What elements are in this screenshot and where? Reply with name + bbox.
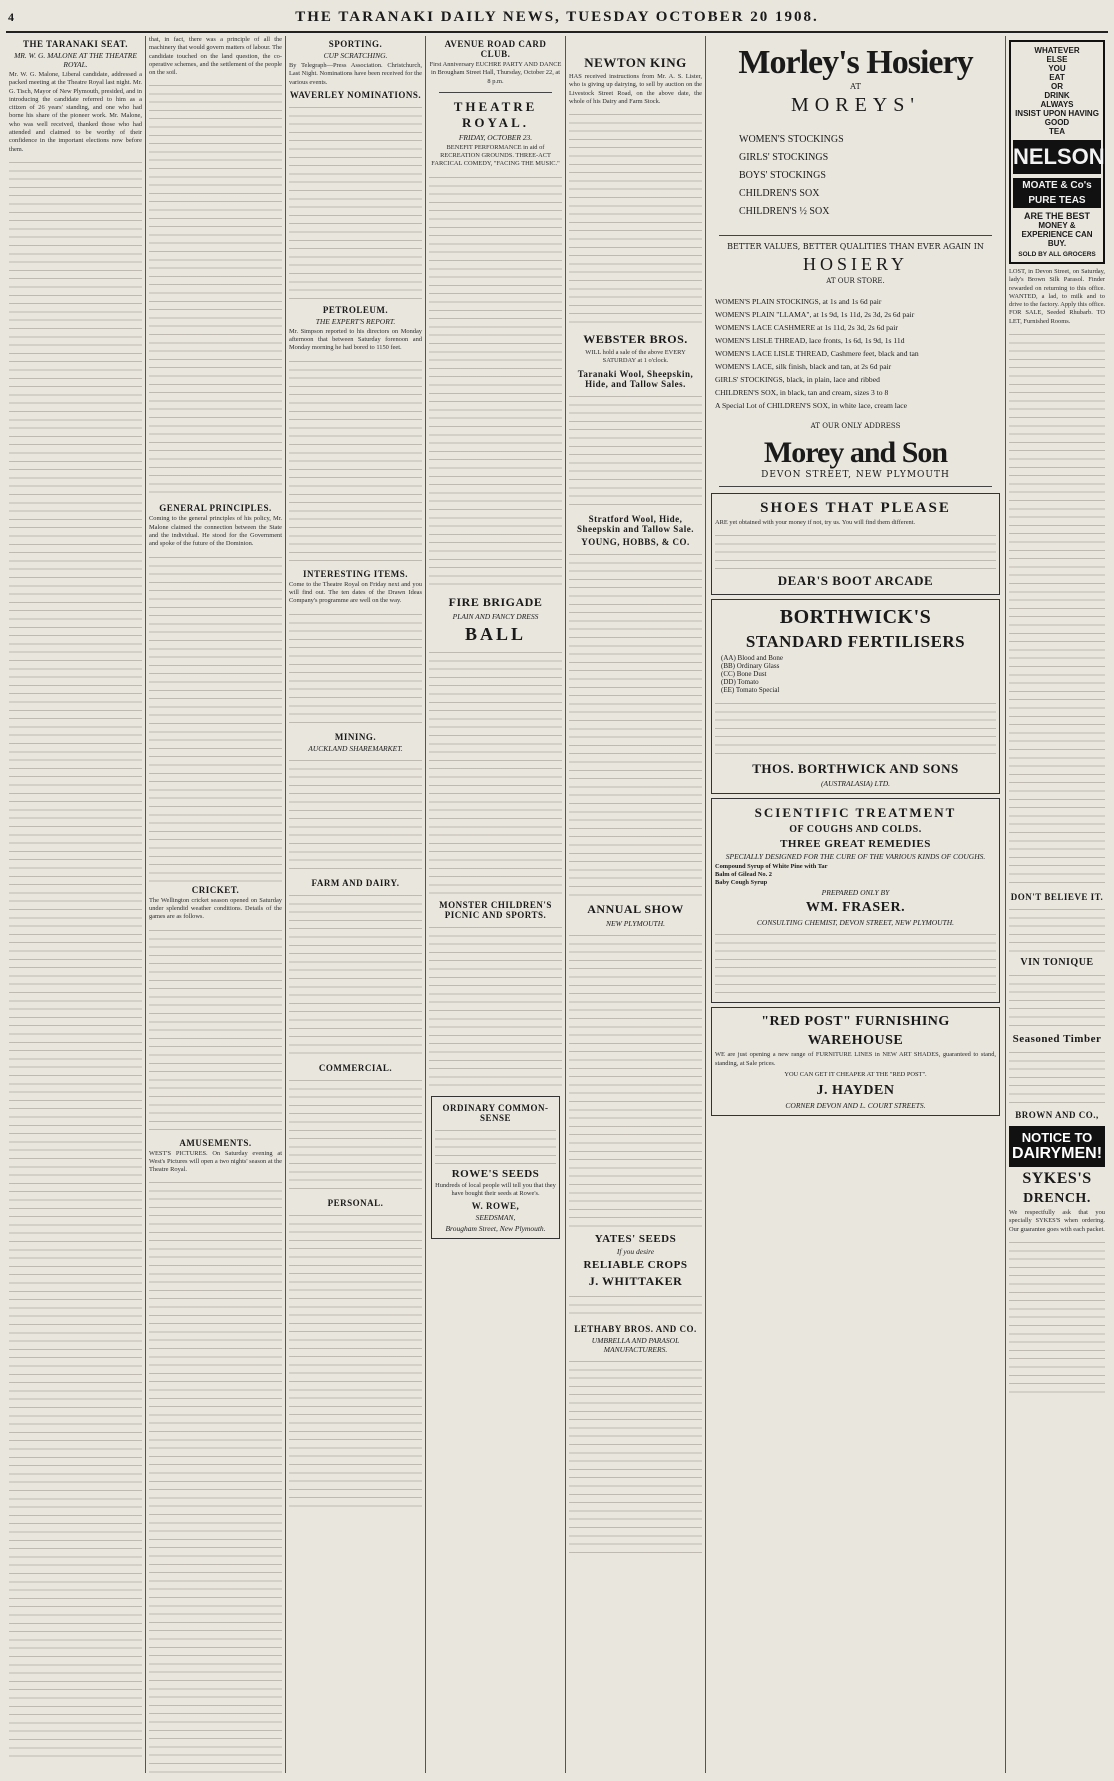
separator	[719, 235, 992, 236]
nelson-heading: NELSON	[1013, 140, 1101, 174]
ad-line: INSIST UPON HAVING	[1015, 109, 1099, 118]
list-item: (EE) Tomato Special	[721, 686, 780, 695]
petroleum-body: Mr. Simpson reported to his directors on Monday afternoon that between Saturday forenoon and Monday morning he had bored to 1150 feet.	[289, 327, 422, 352]
text-block	[429, 172, 562, 592]
ad-line: EAT	[1049, 73, 1065, 82]
text-block	[149, 1177, 282, 1773]
text-block	[1009, 329, 1105, 889]
mining-subheading: AUCKLAND SHAREMARKET.	[308, 743, 403, 753]
taranaki-wool-heading: Taranaki Wool, Sheepskin, Hide, and Tallow Sales.	[577, 368, 694, 389]
sold-by: SOLD BY ALL GROCERS	[1018, 251, 1096, 258]
text-block	[1009, 970, 1105, 1030]
sykes-body: We respectfully ask that you specially SYKES'S when ordering. Our guarantee goes with each packet.	[1009, 1209, 1105, 1233]
card-club-body: First Anniversary EUCHRE PARTY AND DANCE in Brougham Street Hall, Thursday, October 22, at 8 p.m.	[429, 61, 562, 85]
text-block	[149, 80, 282, 500]
ad-line: OR	[1051, 82, 1063, 91]
red-post-heading: "RED POST" FURNISHING	[761, 1014, 950, 1030]
red-post-body: WE are just opening a new range of FURNITURE LINES in NEW ART SHADES, guaranteed to stand, standing, at Sale prices.	[715, 1051, 996, 1067]
list-item: GIRLS' STOCKINGS	[739, 152, 829, 163]
amusements-heading: AMUSEMENTS.	[179, 1137, 252, 1148]
moate-heading: MOATE & Co's	[1013, 178, 1101, 193]
list-item: (CC) Bone Dust	[721, 670, 767, 679]
scientific-sub: OF COUGHS AND COLDS.	[789, 824, 922, 836]
separator	[439, 92, 552, 93]
thos-borthwick: THOS. BORTHWICK AND SONS	[752, 761, 959, 777]
ad-line: ELSE	[1046, 55, 1068, 64]
three-sub: SPECIALLY DESIGNED FOR THE CURE OF THE VARIOUS KINDS OF COUGHS.	[725, 852, 986, 862]
list-item: WOMEN'S LACE LISLE THREAD, Cashmere feet, black and tan	[715, 349, 919, 358]
general-principles-body: Coming to the general principles of his policy, Mr. Malone claimed the connection between the State and the individual. He stood for the Government and spoke of the future of the Dominion.	[149, 515, 282, 548]
red-post-sub: WAREHOUSE	[807, 1033, 904, 1049]
sykes: SYKES'S	[1022, 1170, 1092, 1188]
devon-street: DEVON STREET, NEW PLYMOUTH	[761, 470, 950, 480]
scientific-heading: SCIENTIFIC TREATMENT	[754, 805, 957, 821]
article-body: that, in fact, there was a principle of all the machinery that would govern matters of labour. The candidate touched on the land question, the co-operative schemes, and the settlement of the people on the soil.	[149, 36, 282, 77]
shoes-body: ARE yet obtained with your money if not, try us. You will find them different.	[715, 519, 916, 526]
cheaper: YOU CAN GET IT CHEAPER AT THE "RED POST".	[784, 1070, 927, 1078]
money-experience: MONEY & EXPERIENCE CAN BUY.	[1021, 221, 1093, 248]
list-item: CHILDREN'S SOX	[739, 188, 820, 199]
hayden: J. HAYDEN	[816, 1082, 895, 1098]
article-subheading: MR. W. G. MALONE AT THE THEATRE ROYAL.	[14, 51, 137, 69]
text-block	[289, 755, 422, 875]
interesting-heading: INTERESTING ITEMS.	[302, 568, 409, 579]
masthead-title: THE TARANAKI DAILY NEWS, TUESDAY OCTOBER 20 1908.	[295, 9, 819, 25]
thos-sub: (AUSTRALASIA) LTD.	[820, 779, 891, 789]
reliable-crops: RELIABLE CROPS	[583, 1258, 688, 1271]
annual-show-heading: ANNUAL SHOW	[587, 901, 684, 916]
column-3	[286, 36, 426, 1773]
webster-heading: WEBSTER BROS.	[583, 332, 688, 347]
text-block	[289, 1075, 422, 1195]
shoes-ad	[711, 493, 1000, 595]
fertilisers-heading: STANDARD FERTILISERS	[745, 632, 966, 652]
column-4	[426, 36, 566, 1773]
list-item: CHILDREN'S ½ SOX	[739, 206, 830, 217]
column-6-ads	[706, 36, 1006, 1773]
lethaby-sub: UMBRELLA AND PARASOL MANUFACTURERS.	[591, 1335, 680, 1354]
fire-brigade-ball: BALL	[464, 623, 527, 644]
ad-line: ALWAYS	[1040, 100, 1074, 109]
text-block	[569, 109, 702, 329]
dears-heading: DEAR'S BOOT ARCADE	[777, 573, 934, 589]
young-hobbs: YOUNG, HOBBS, & CO.	[581, 536, 690, 547]
brown-co: BROWN AND CO.,	[1015, 1110, 1099, 1121]
better-values: BETTER VALUES, BETTER QUALITIES THAN EVER AGAIN IN	[727, 242, 984, 251]
card-club-heading: AVENUE ROAD CARD CLUB.	[444, 39, 547, 59]
balm: Balm of Gilead No. 2	[715, 871, 772, 879]
prepared-by: PREPARED ONLY BY	[821, 888, 890, 898]
morey-and-son: Morey and Son	[763, 436, 948, 469]
column-1	[6, 36, 146, 1773]
column-5	[566, 36, 706, 1773]
text-block	[715, 530, 996, 570]
fraser-name: WM. FRASER.	[805, 900, 906, 916]
text-block	[289, 890, 422, 1060]
annual-show-sub: NEW PLYMOUTH.	[605, 918, 666, 928]
price-list	[715, 295, 996, 412]
list-item: GIRLS' STOCKINGS, black, in plain, lace and ribbed	[715, 375, 880, 384]
list-item: WOMEN'S PLAIN STOCKINGS, at 1s and 1s 6d pair	[715, 297, 882, 306]
moreys-name: MOREYS'	[791, 94, 920, 116]
text-block	[569, 1291, 702, 1321]
fire-brigade-heading: FIRE BRIGADE	[448, 594, 543, 609]
three-remedies: THREE GREAT REMEDIES	[780, 838, 931, 851]
ad-line: WHATEVER	[1034, 46, 1080, 55]
petroleum-heading: PETROLEUM.	[322, 304, 389, 315]
article-continuation	[9, 157, 142, 1757]
general-principles-heading: GENERAL PRINCIPLES.	[159, 503, 272, 514]
newton-king-heading: NEWTON KING	[584, 55, 687, 70]
newton-king-body: HAS received instructions from Mr. A. S. Lister, who is giving up dairying, to sell by auction on the Livestock Street Road, on the above date, the whole of his Dairy and Farm Stock.	[569, 73, 702, 105]
article-body: Mr. W. G. Malone, Liberal candidate, addressed a packed meeting at the Theatre Royal last night. Mr. G. Tisch, Mayor of New Plymouth, presided, and in introducing the candidate referred to him as a citizen of 26 years' standing, and one who had borne his share of the pioneer work. Mr. Malone, who was well received, thanked those who had attended and claimed to be worthy of their confidence in the important elections now before them.	[9, 71, 142, 153]
red-post-ad	[711, 1007, 1000, 1116]
list-item: WOMEN'S PLAIN "LLAMA", at 1s 9d, 1s 11d, 2s 3d, 2s 6d pair	[715, 310, 915, 319]
are-best: ARE THE BEST	[1023, 211, 1090, 221]
at-our-store: AT OUR STORE.	[826, 277, 885, 285]
nelson-tea-ad	[1009, 40, 1105, 264]
mining-heading: MINING.	[334, 731, 377, 742]
lethaby-heading: LETHABY BROS. AND CO.	[574, 1323, 697, 1334]
text-block	[569, 391, 702, 511]
hayden-sub: CORNER DEVON AND L. COURT STREETS.	[785, 1100, 926, 1110]
ad-line: DRINK	[1044, 91, 1070, 100]
list-item: BOYS' STOCKINGS	[739, 170, 826, 181]
classifieds-body: LOST, in Devon Street, on Saturday, lady's Brown Silk Parasol. Finder rewarded on returning to this office. WANTED, a lad, to milk and to drive to the factory. Apply this office. FOR SALE, Seeded Rhubarb. TO LET, Furnished Rooms.	[1009, 268, 1106, 325]
yates-heading: YATES' SEEDS	[594, 1232, 677, 1245]
text-block	[1009, 904, 1105, 954]
spacer	[569, 36, 702, 52]
text-block	[149, 552, 282, 882]
compound: Compound Syrup of White Pine with Tar	[715, 863, 828, 871]
farm-heading: FARM AND DAIRY.	[311, 877, 400, 888]
dont-believe: DON'T BELIEVE IT.	[1010, 892, 1104, 903]
notice-to: NOTICE TO	[1021, 1130, 1093, 1146]
text-block	[715, 929, 996, 999]
sporting-subheading: CUP SCRATCHING.	[323, 51, 388, 60]
moreys-at: AT	[850, 82, 861, 91]
text-block	[569, 549, 702, 899]
text-block	[429, 647, 562, 897]
text-block	[1009, 1237, 1105, 1397]
article-heading: THE TARANAKI SEAT.	[22, 39, 129, 49]
theatre-body: BENEFIT PERFORMANCE in aid of RECREATION GROUNDS. THREE-ACT FARCICAL COMEDY, "FACING THE MUSIC."	[431, 143, 560, 168]
dairymen: DAIRYMEN!	[1011, 1145, 1103, 1163]
yates-sub: If you desire	[616, 1246, 655, 1256]
text-block	[149, 925, 282, 1135]
interesting-body: Come to the Theatre Royal on Friday next and you will find out. The ten dates of the Drawn Ideas Company's programme are well on the way.	[289, 580, 422, 605]
masthead	[0, 4, 1114, 30]
borthwick-heading: BORTHWICK'S	[779, 606, 932, 629]
masthead-rule	[6, 31, 1108, 33]
stratford-heading: Stratford Wool, Hide, Sheepskin and Tallow Sale.	[576, 513, 695, 534]
text-block	[435, 1125, 556, 1165]
hosiery-heading: HOSIERY	[802, 254, 908, 274]
text-block	[569, 1356, 702, 1556]
ad-line: TEA	[1049, 127, 1065, 136]
webster-body: WILL hold a sale of the above EVERY SATURDAY at 1 o'clock.	[585, 349, 686, 365]
list-item: A Special Lot of CHILDREN'S SOX, in white lace, cream lace	[715, 401, 908, 410]
borthwick-ad	[711, 599, 1000, 794]
amusements-body: WEST'S PICTURES. On Saturday evening at West's Pictures will open a two nights' season at the Theatre Royal.	[149, 1149, 282, 1174]
whittaker: J. WHITTAKER	[588, 1273, 683, 1288]
text-block	[289, 102, 422, 302]
vin-tonique: VIN TONIQUE	[1020, 957, 1094, 969]
list-item: WOMEN'S STOCKINGS	[739, 134, 844, 145]
rowe-occupation: SEEDSMAN,	[475, 1213, 516, 1223]
commercial-heading: COMMERCIAL.	[318, 1062, 393, 1073]
seasoned-timber: Seasoned Timber	[1012, 1033, 1102, 1046]
scientific-ad	[711, 798, 1000, 1003]
theatre-royal-heading: THEATRE ROYAL.	[453, 98, 538, 130]
list-item: (DD) Tomato	[721, 678, 759, 687]
text-block	[429, 922, 562, 1092]
text-block	[289, 1210, 422, 1510]
shoes-heading: SHOES THAT PLEASE	[760, 500, 951, 516]
text-block	[569, 930, 702, 1230]
column-2	[146, 36, 286, 1773]
separator	[719, 486, 992, 487]
petroleum-subheading: THE EXPERT'S REPORT.	[315, 316, 396, 326]
rowes-body: Hundreds of local people will tell you that they have bought their seeds at Rowe's.	[435, 1181, 556, 1198]
column-7	[1006, 36, 1108, 1773]
sykes-drench-ad	[1009, 1126, 1105, 1167]
waverley-heading: WAVERLEY NOMINATIONS.	[289, 89, 422, 100]
list-item: (AA) Blood and Bone	[721, 654, 784, 663]
list-item: WOMEN'S LACE, silk finish, black and tan, at 2s 6d pair	[715, 362, 892, 371]
list-item: WOMEN'S LISLE THREAD, lace fronts, 1s 6d, 1s 9d, 1s 11d	[715, 336, 905, 345]
fertiliser-list	[721, 654, 990, 694]
sporting-body: By Telegraph—Press Association. Christchurch, Last Night. Nominations have been received for the various events.	[289, 62, 422, 86]
fire-brigade-subheading: PLAIN AND FANCY DRESS	[452, 611, 539, 621]
text-block	[289, 356, 422, 566]
cricket-body: The Wellington cricket season opened on Saturday under splendid weather conditions. Details of the games are as follows.	[149, 896, 282, 921]
ordinary-heading: ORDINARY COMMON-SENSE	[442, 1102, 549, 1123]
pure-teas: PURE TEAS	[1013, 193, 1101, 208]
text-block	[715, 698, 996, 758]
rowes-seeds-ad	[431, 1096, 560, 1240]
rowe-name: W. ROWE,	[471, 1201, 520, 1212]
rowe-address: Brougham Street, New Plymouth.	[445, 1224, 546, 1234]
drench: DRENCH.	[1023, 1191, 1091, 1207]
rowes-heading: ROWE'S SEEDS	[451, 1167, 540, 1180]
theatre-date: FRIDAY, OCTOBER 23.	[458, 132, 533, 142]
fraser-sub: CONSULTING CHEMIST, DEVON STREET, NEW PLYMOUTH.	[756, 918, 955, 928]
whatever-text	[1013, 46, 1101, 136]
moreys-list	[739, 131, 972, 221]
only-address: AT OUR ONLY ADDRESS	[810, 422, 901, 430]
list-item: WOMEN'S LACE CASHMERE at 1s 11d, 2s 3d, 2s 6d pair	[715, 323, 898, 332]
text-block	[1009, 1047, 1105, 1107]
picnic-heading: MONSTER CHILDREN'S PICNIC AND SPORTS.	[439, 899, 552, 920]
baby-syrup: Baby Cough Syrup	[715, 879, 768, 887]
personal-heading: PERSONAL.	[327, 1197, 384, 1208]
sporting-heading: SPORTING.	[328, 39, 383, 49]
ad-line: GOOD	[1044, 118, 1070, 127]
page-number: 4	[8, 10, 14, 24]
cricket-heading: CRICKET.	[191, 884, 240, 895]
text-block	[289, 609, 422, 729]
morleys-hosiery-heading: Morley's Hosiery	[738, 44, 973, 81]
list-item: CHILDREN'S SOX, in black, tan and cream, sizes 3 to 8	[715, 388, 889, 397]
list-item: (BB) Ordinary Glass	[721, 662, 780, 671]
ad-line: YOU	[1048, 64, 1066, 73]
